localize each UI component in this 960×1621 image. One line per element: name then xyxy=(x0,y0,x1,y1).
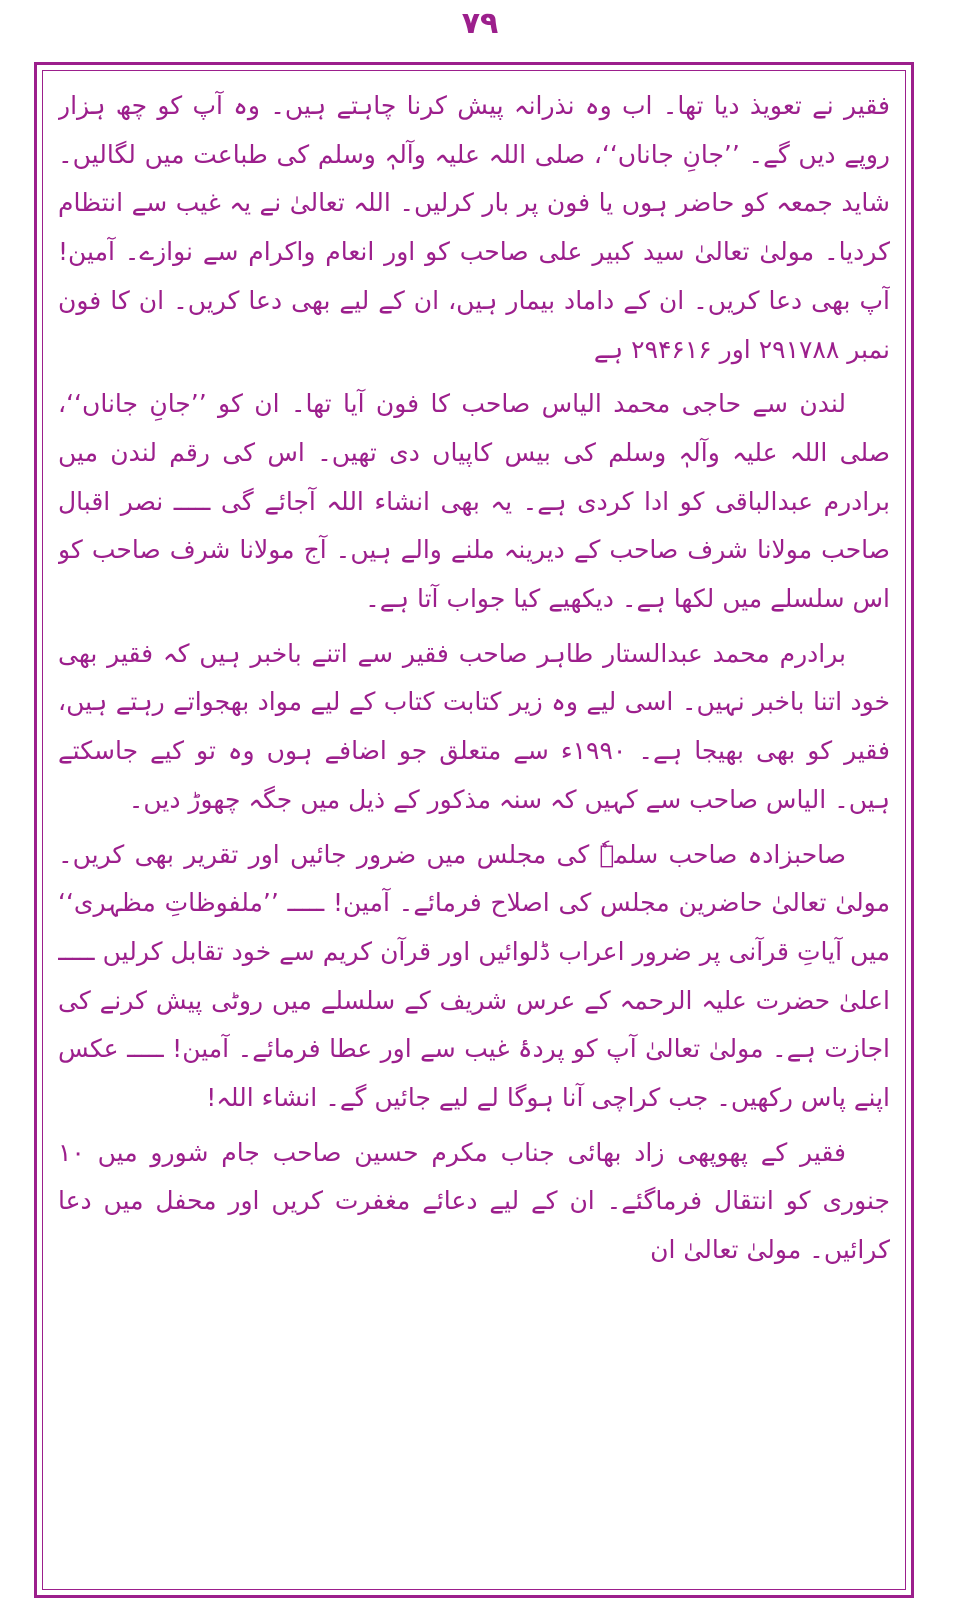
paragraph-4: صاحبزادہ صاحب سلمہٗ کی مجلس میں ضرور جائیں اور تقریر بھی کریں۔ مولیٰ تعالیٰ حاضرین مجلس کی اصلاح فرمائے۔ آمین! ـــــ ’’ملفوظاتِ مظہری‘‘ میں آیاتِ قرآنی پر ضرور اعراب ڈلوائیں اور قرآن کریم سے خود تقابل کرلیں ـــــ اعلیٰ حضرت علیہ الرحمہ کے عرس شریف کے سلسلے میں روٹی پیش کرنے کی اجازت ہے۔ مولیٰ تعالیٰ آپ کو پردۂ غیب سے اور عطا فرمائے۔ آمین! ـــــ عکس اپنے پاس رکھیں۔ جب کراچی آنا ہوگا لے لیے جائیں گے۔ انشاء اللہ! xyxy=(58,839,890,1113)
paragraph-5: فقیر کے پھوپھی زاد بھائی جناب مکرم حسین صاحب جام شورو میں ۱۰ جنوری کو انتقال فرماگئے۔ ان کے لیے دعائے مغفرت کریں اور محفل میں دعا کرائیں۔ مولیٰ تعالیٰ ان xyxy=(58,1137,890,1265)
paragraph-1: فقیر نے تعویذ دیا تھا۔ اب وہ نذرانہ پیش کرنا چاہتے ہیں۔ وہ آپ کو چھ ہزار روپے دیں گے۔ ’’جانِ جاناں‘‘، صلی اللہ علیہ وآلہٖ وسلم کی طباعت میں لگالیں۔ شاید جمعہ کو حاضر ہوں یا فون پر بار کرلیں۔ اللہ تعالیٰ نے یہ غیب سے انتظام کردیا۔ مولیٰ تعالیٰ سید کبیر علی صاحب کو اور انعام واکرام سے نوازے۔ آمین! آپ بھی دعا کریں۔ ان کے داماد بیمار ہیں، ان کے لیے بھی دعا کریں۔ ان کا فون نمبر ۲۹۱۷۸۸ اور ۲۹۴۶۱۶ ہے xyxy=(58,91,890,364)
page-body xyxy=(58,82,890,1578)
paragraph-2: لندن سے حاجی محمد الیاس صاحب کا فون آیا تھا۔ ان کو ’’جانِ جاناں‘‘، صلی اللہ علیہ وآلہٖ وسلم کی بیس کاپیاں دی تھیں۔ اس کی رقم لندن میں برادرم عبدالباقی کو ادا کردی ہے۔ یہ بھی انشاء اللہ آجائے گی ـــــ نصر اقبال صاحب مولانا شرف صاحب کے دیرینہ ملنے والے ہیں۔ آج مولانا شرف صاحب کو اس سلسلے میں لکھا ہے۔ دیکھیے کیا جواب آتا ہے۔ xyxy=(58,389,890,614)
page-number: ۷۹ xyxy=(461,6,499,41)
paragraph-3: برادرم محمد عبدالستار طاہر صاحب فقیر سے اتنے باخبر ہیں کہ فقیر بھی خود اتنا باخبر نہیں۔ اسی لیے وہ زیر کتابت کتاب کے لیے مواد بھجواتے رہتے ہیں، فقیر کو بھی بھیجا ہے۔ ۱۹۹۰ء سے متعلق جو اضافے ہوں وہ تو کیے جاسکتے ہیں۔ الیاس صاحب سے کہیں کہ سنہ مذکور کے ذیل میں جگہ چھوڑ دیں۔ xyxy=(58,638,890,814)
